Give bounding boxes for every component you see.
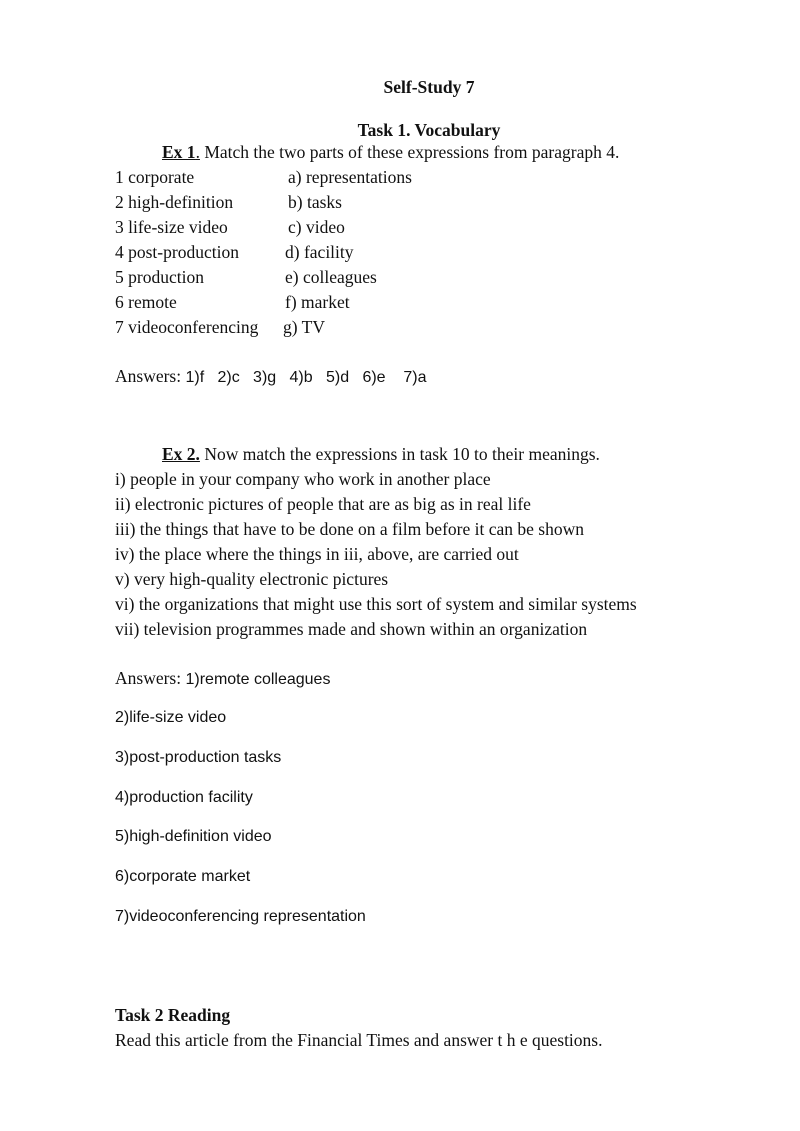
ex1-label-punct: . <box>195 142 200 162</box>
ex2-answer-7: 7)videoconferencing representation <box>115 908 366 925</box>
ex1-left-5: 5 production <box>115 267 204 287</box>
ex1-right-4: d) facility <box>285 242 354 262</box>
ex2-meaning-5: v) very high-quality electronic pictures <box>115 569 389 589</box>
task2-instruction: Read this article from the Financial Times and answer t h e questions. <box>115 1030 603 1050</box>
ex1-right-1: a) representations <box>288 167 412 187</box>
ex2-answer-2: 2)life-size video <box>115 709 227 726</box>
ex2-answer-3: 3)post-production tasks <box>115 749 282 766</box>
ex2-answer-5: 5)high-definition video <box>115 828 272 845</box>
ex1-left-2: 2 high-definition <box>115 192 234 212</box>
ex2-answer-4: 4)production facility <box>115 789 253 806</box>
ex1-answers-value: 1)f 2)c 3)g 4)b 5)d 6)e 7)a <box>185 369 427 386</box>
ex2-answers-line-1 <box>115 670 330 688</box>
ex1-left-6: 6 remote <box>115 292 177 312</box>
ex1-label: Ex 1 <box>162 142 196 162</box>
ex1-left-4: 4 post-production <box>115 242 239 262</box>
ex2-meaning-7: vii) television programmes made and shown within an organization <box>115 619 588 639</box>
ex2-answers-label: Answers: <box>115 668 186 688</box>
task1-heading: Task 1. Vocabulary <box>357 120 501 140</box>
ex2-instruction-text: Now match the expressions in task 10 to their meanings. <box>199 444 600 464</box>
ex1-instruction-text: Match the two parts of these expressions from paragraph 4. <box>199 142 620 162</box>
ex1-right-5: e) colleagues <box>285 267 377 287</box>
ex1-right-7: g) TV <box>283 317 325 337</box>
ex1-left-1: 1 corporate <box>115 167 195 187</box>
ex1-right-2: b) tasks <box>288 192 342 212</box>
ex2-meaning-6: vi) the organizations that might use this sort of system and similar systems <box>115 594 637 614</box>
ex2-meaning-3: iii) the things that have to be done on a film before it can be shown <box>115 519 584 539</box>
ex1-right-6: f) market <box>285 292 350 312</box>
ex1-answers <box>115 368 426 386</box>
ex2-meaning-2: ii) electronic pictures of people that are as big as in real life <box>115 494 531 514</box>
ex1-answers-label: Answers: <box>115 366 186 386</box>
ex1-left-3: 3 life-size video <box>115 217 228 237</box>
ex1-left-7: 7 videoconferencing <box>115 317 259 337</box>
page-title: Self-Study 7 <box>383 77 475 97</box>
ex1-right-3: c) video <box>288 217 345 237</box>
ex2-meaning-4: iv) the place where the things in iii, above, are carried out <box>115 544 519 564</box>
ex2-meaning-1: i) people in your company who work in another place <box>115 469 491 489</box>
task2-heading: Task 2 Reading <box>115 1005 231 1025</box>
ex2-answer-6: 6)corporate market <box>115 868 251 885</box>
ex2-answer-1: 1)remote colleagues <box>185 671 331 688</box>
ex2-label: Ex 2. <box>162 444 200 464</box>
ex2-instruction <box>162 446 600 464</box>
ex1-instruction <box>162 144 619 162</box>
